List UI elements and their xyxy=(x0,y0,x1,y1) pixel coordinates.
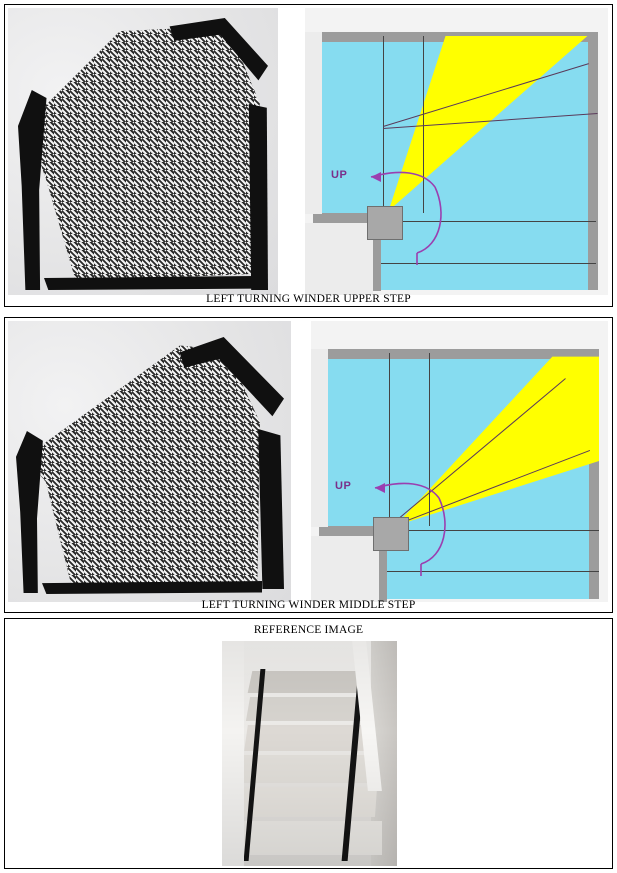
left-margin-floor xyxy=(311,349,328,527)
caption-upper-step: LEFT TURNING WINDER UPPER STEP xyxy=(206,293,411,305)
carpet-tread-photo-middle xyxy=(8,321,291,602)
panel-middle-step xyxy=(4,317,613,613)
up-direction-arrow xyxy=(345,153,465,268)
up-label: UP xyxy=(335,480,352,492)
left-margin-floor xyxy=(305,32,322,214)
wall-right xyxy=(588,32,598,290)
carpet-tread-photo-upper xyxy=(8,8,278,295)
photo-shading xyxy=(222,641,397,866)
caption-middle-step: LEFT TURNING WINDER MIDDLE STEP xyxy=(201,599,416,611)
caption-reference: REFERENCE IMAGE xyxy=(253,624,364,636)
panel-upper-step xyxy=(4,4,613,307)
winder-diagram-middle xyxy=(311,321,608,602)
panel-reference xyxy=(4,618,613,869)
binding-edge-bottom xyxy=(42,581,262,594)
up-label: UP xyxy=(331,169,348,181)
reference-stair-photo xyxy=(222,641,397,866)
up-direction-arrow xyxy=(351,466,471,581)
binding-edge-bottom xyxy=(44,276,260,290)
winder-diagram-upper xyxy=(305,8,608,295)
